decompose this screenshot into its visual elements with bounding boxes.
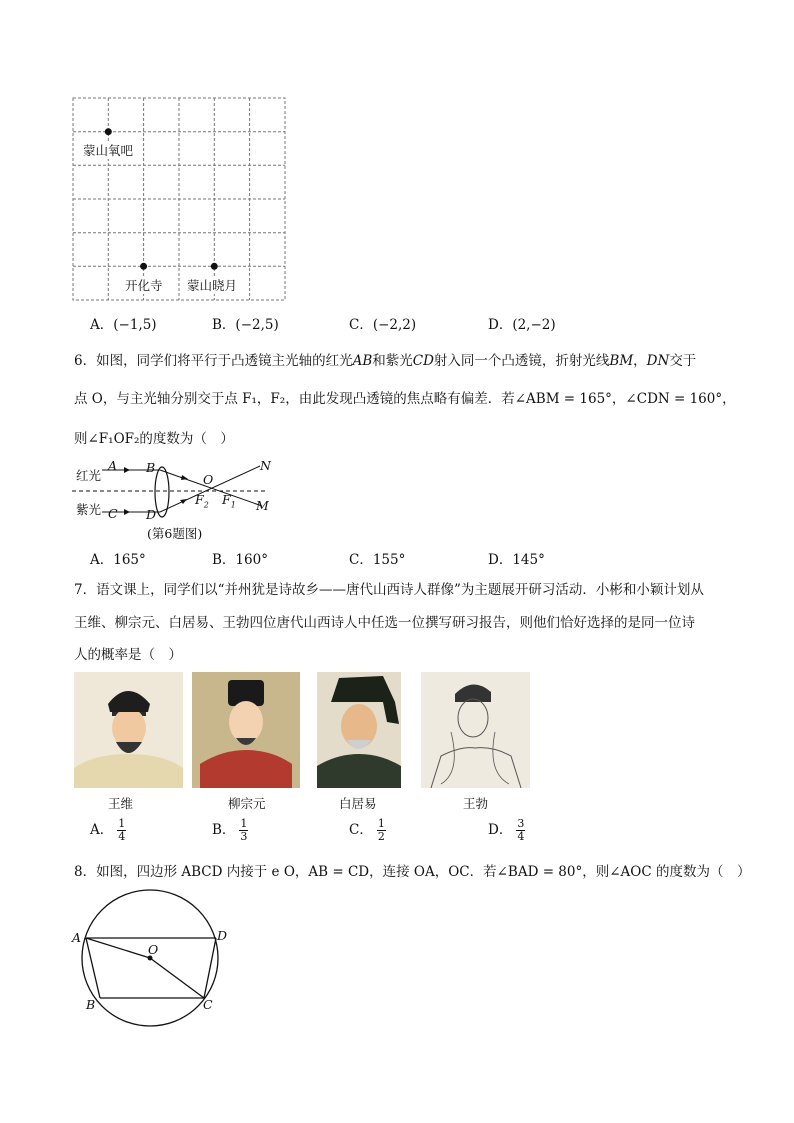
poet-name-liu-zongyuan: 柳宗元 <box>228 796 266 811</box>
lens-label-o: O <box>203 472 214 487</box>
q7-option-a[interactable]: A． $\frac{1}{4}$ <box>90 817 126 843</box>
portrait-wang-bo <box>421 672 530 788</box>
q7-option-b[interactable]: B． $\frac{1}{3}$ <box>212 817 248 843</box>
portrait-liu-zongyuan <box>192 672 300 788</box>
lens-label-b: B <box>146 460 156 475</box>
segment-oa <box>86 938 150 958</box>
q6-option-b[interactable]: B．160° <box>212 552 268 568</box>
grid-map-figure <box>72 97 288 303</box>
circle-label-b: B <box>86 997 96 1012</box>
q6-option-c[interactable]: C．155° <box>349 552 406 568</box>
q7-text-line2: 王维、柳宗元、白居易、王勃四位唐代山西诗人中任选一位撰写研习报告，则他们恰好选择的是同一位诗 <box>74 615 695 631</box>
q5-option-d[interactable]: D．(2,−2) <box>488 317 556 333</box>
portrait-bai-juyi <box>317 672 401 788</box>
lens-caption: (第6题图) <box>147 526 203 541</box>
lens-label-a: A <box>108 458 118 473</box>
segment-oc <box>150 958 204 998</box>
q5-option-c[interactable]: C．(−2,2) <box>349 317 417 333</box>
q7-text-line1: 7．语文课上，同学们以“并州犹是诗故乡——唐代山西诗人群像”为主题展开研习活动．小彬和小颖计划从 <box>74 582 704 598</box>
poet-name-wang-wei: 王维 <box>108 796 134 811</box>
lens-label-f1: $F_1$ <box>222 492 236 510</box>
q7-option-c[interactable]: C． $\frac{1}{2}$ <box>349 817 385 843</box>
poet-name-bai-juyi: 白居易 <box>339 796 377 811</box>
convex-lens <box>155 467 169 517</box>
label-mengshan-oxygen: 蒙山氧吧 <box>83 143 134 158</box>
q6-option-d[interactable]: D．145° <box>488 552 545 568</box>
q6-option-a[interactable]: A．165° <box>90 552 146 568</box>
circle-label-d: D <box>217 928 228 943</box>
chord-ab <box>86 938 100 998</box>
lens-label-purple: 紫光 <box>76 502 102 517</box>
lens-label-red: 红光 <box>76 468 102 483</box>
label-mengshan-moon: 蒙山晓月 <box>187 278 238 293</box>
lens-label-c: C <box>108 506 118 521</box>
circle-label-c: C <box>203 997 213 1012</box>
poet-name-wang-bo: 王勃 <box>463 796 489 811</box>
lens-label-d: D <box>146 507 157 522</box>
q6-text-line1: 6．如图，同学们将平行于凸透镜主光轴的红光AB和紫光CD射入同一个凸透镜，折射光线BM，DN交于 <box>74 353 697 369</box>
circle-label-a: A <box>72 930 82 945</box>
lens-label-f2: $F_2$ <box>195 492 209 510</box>
lens-label-m: M <box>256 498 269 513</box>
q6-text-line3: 则∠F₁OF₂的度数为（ ） <box>74 431 234 447</box>
q5-option-b[interactable]: B．(−2,5) <box>212 317 279 333</box>
q7-text-line3: 人的概率是（ ） <box>74 647 182 663</box>
circle-figure <box>80 888 240 1030</box>
portrait-wang-wei <box>74 672 183 788</box>
mengshan-moon-point <box>211 263 218 270</box>
kaihua-temple-point <box>140 263 147 270</box>
mengshan-oxygen-point <box>105 128 112 135</box>
label-kaihua-temple: 开化寺 <box>125 278 163 293</box>
q7-option-d[interactable]: D． $\frac{3}{4}$ <box>488 817 525 843</box>
q6-text-line2: 点 O，与主光轴分别交于点 F₁，F₂，由此发现凸透镜的焦点略有偏差．若∠ABM = 165°，∠CDN = 160°， <box>74 391 736 407</box>
circle-label-o: O <box>148 942 159 957</box>
q5-option-a[interactable]: A．(−1,5) <box>90 317 157 333</box>
q8-text-line1: 8．如图，四边形 ABCD 内接于 e O，AB = CD，连接 OA，OC．若∠BAD = 80°，则∠AOC 的度数为（ ） <box>74 864 751 880</box>
lens-label-n: N <box>260 458 271 473</box>
